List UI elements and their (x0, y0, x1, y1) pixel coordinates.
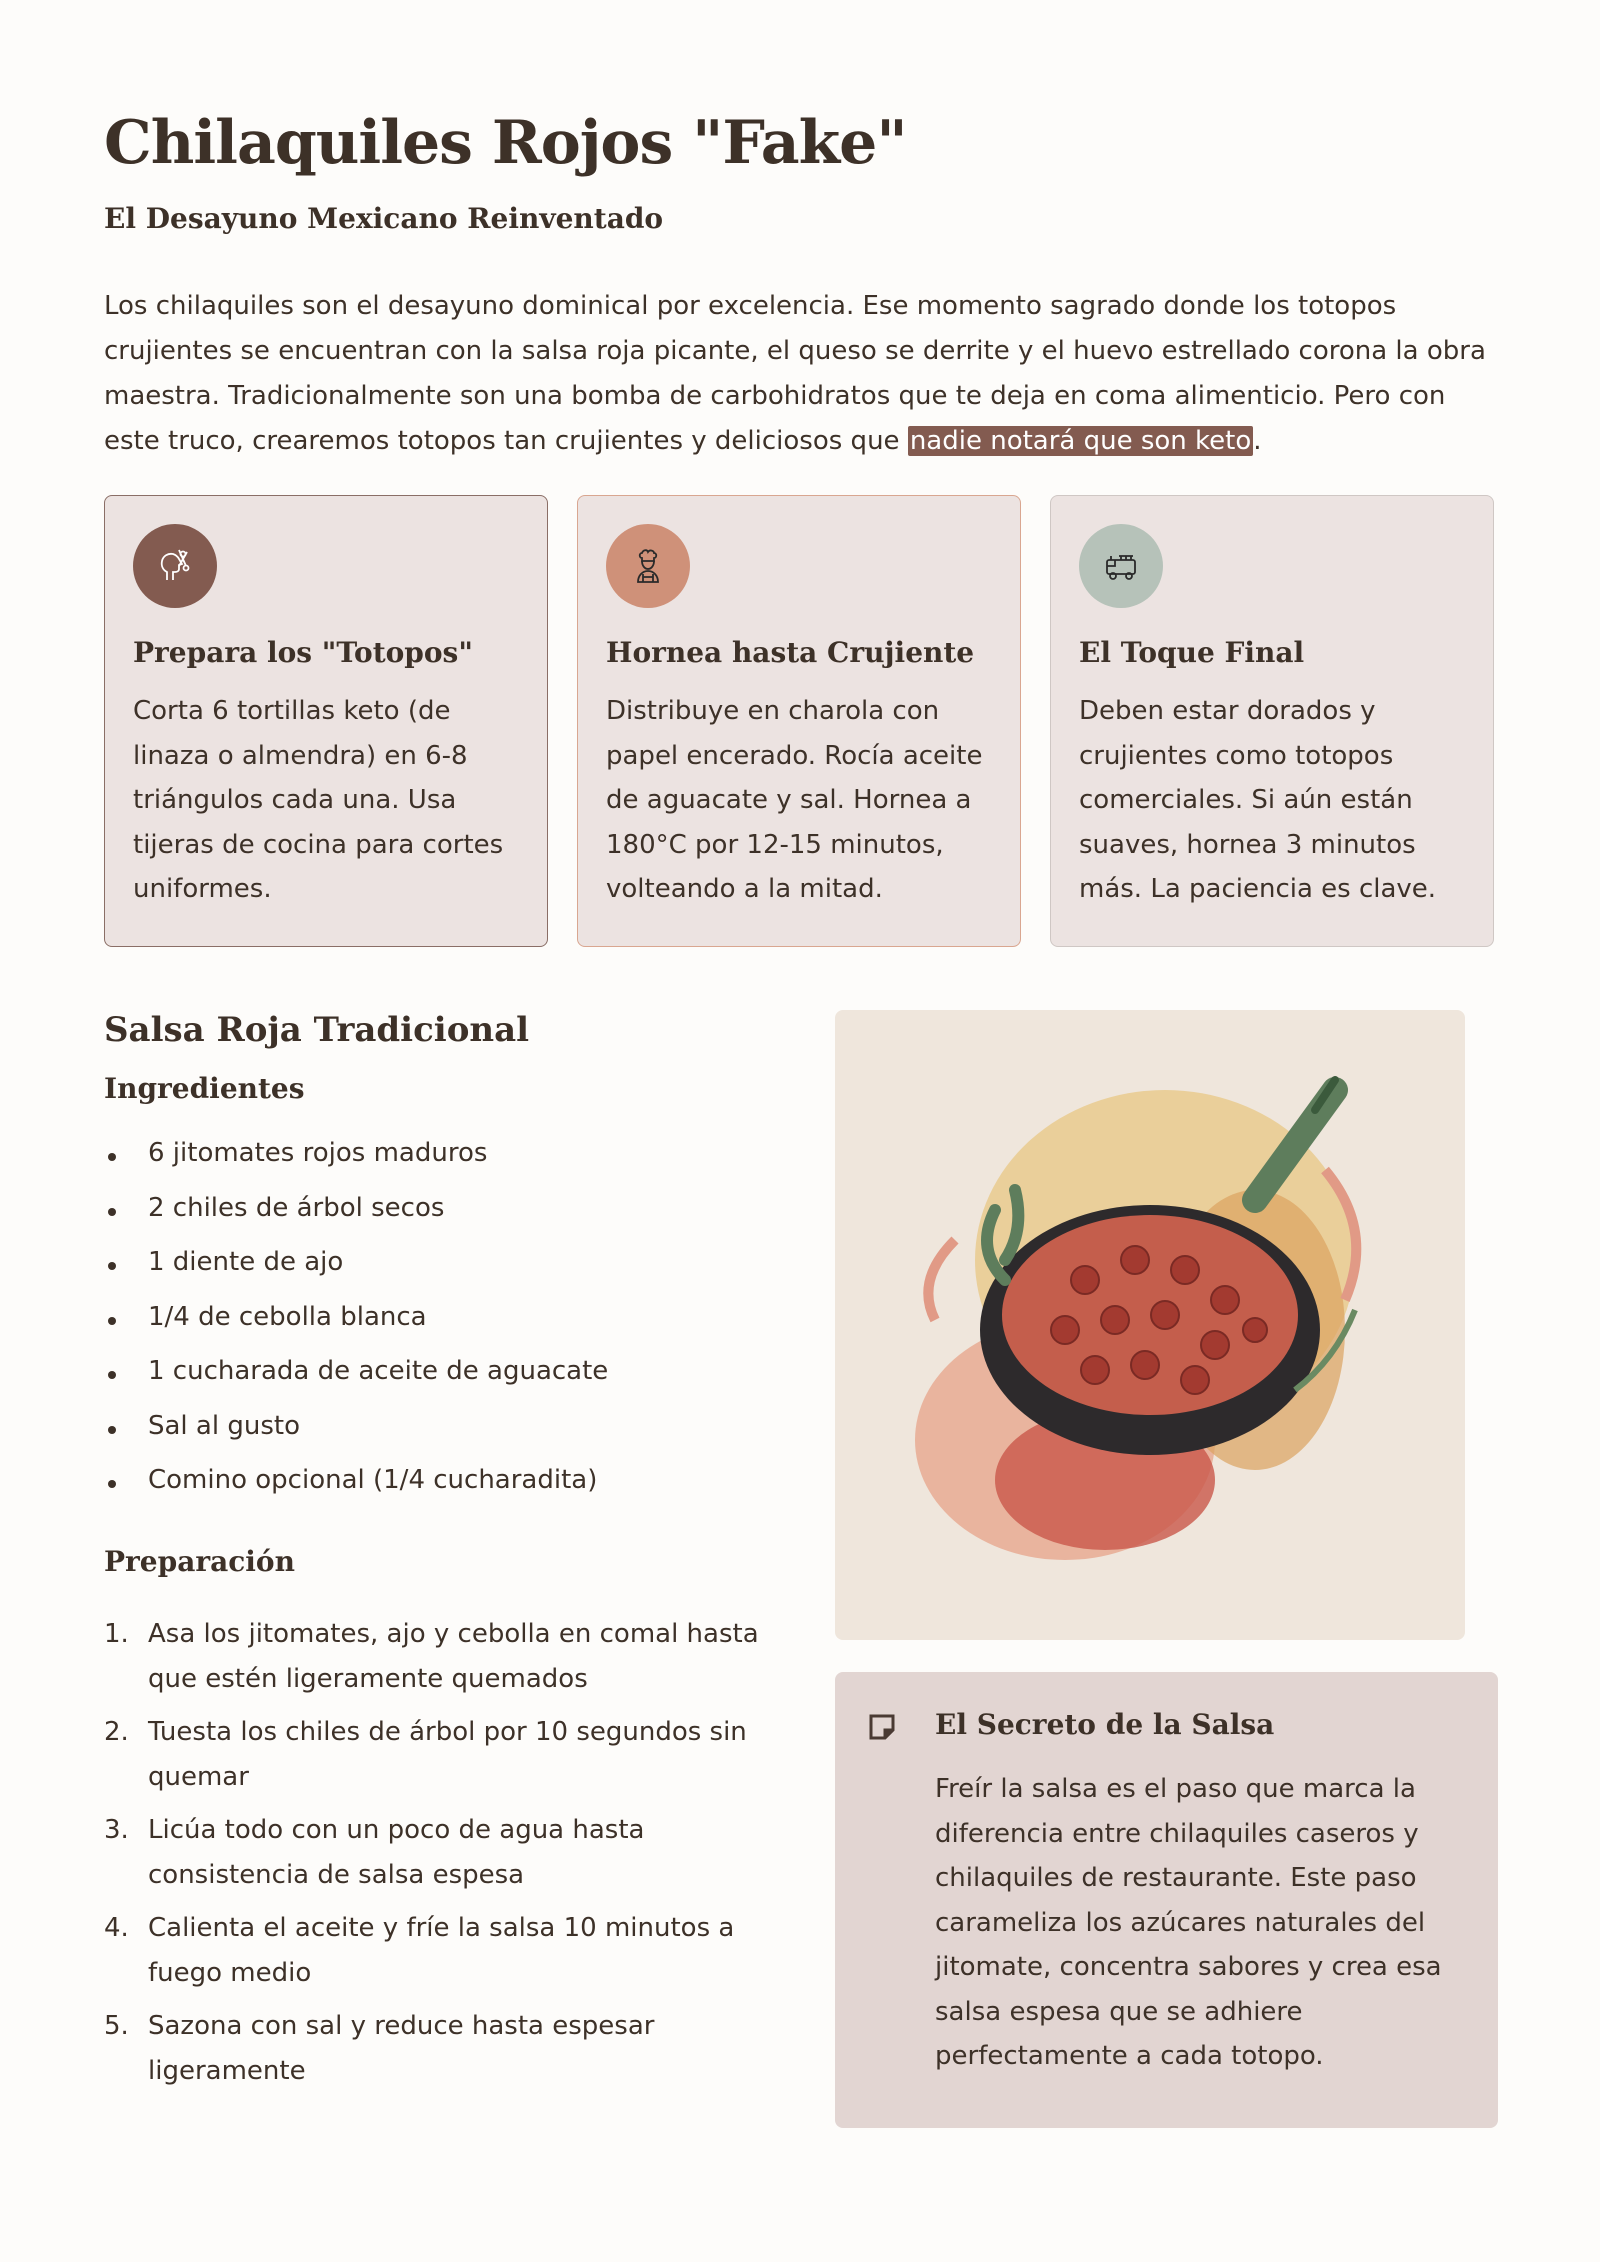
steps-list (104, 1612, 764, 2102)
card-text: Deben estar dorados y crujientes como totopos comerciales. Si aún están suaves, hornea 3 minutos más. La paciencia es clave. (1079, 696, 1437, 904)
tip-title: El Secreto de la Salsa (935, 1708, 1275, 1741)
step-card-final (1050, 495, 1494, 947)
list-item: 1. Asa los jitomates, ajo y cebolla en comal hasta que estén ligeramente quemados (104, 1619, 759, 1694)
page-subtitle: El Desayuno Mexicano Reinventado (104, 202, 664, 235)
intro-text: Los chilaquiles son el desayuno dominical por excelencia. Ese momento sagrado donde los totopos crujientes se encuentran con la salsa roja picante, el queso se derrite y el huevo estrellado corona la obra maestra. Tradicionalmente son una bomba de carbohidratos que te deja en coma alimenticio. Pero con este truco, crearemos totopos tan crujientes y deliciosos que (104, 291, 1486, 456)
card-title: El Toque Final (1079, 636, 1305, 669)
card-text: Corta 6 tortillas keto (de linaza o almendra) en 6-8 triángulos cada una. Usa tijeras de cocina para cortes uniformes. (133, 696, 504, 904)
page-title: Chilaquiles Rojos "Fake" (104, 108, 907, 178)
ingredients-title: Ingredientes (104, 1072, 305, 1105)
note-icon (867, 1712, 897, 1747)
tip-box (835, 1672, 1498, 2128)
card-text: Distribuye en charola con papel encerado. Rocía aceite de aguacate y sal. Hornea a 180°C por 12-15 minutos, volteando a la mitad. (606, 696, 983, 904)
truck-icon (1079, 524, 1163, 608)
intro-paragraph (104, 284, 1504, 464)
section-title-salsa: Salsa Roja Tradicional (104, 1010, 530, 1050)
list-item: 4. Calienta el aceite y fríe la salsa 10 minutos a fuego medio (104, 1913, 735, 1988)
card-title: Hornea hasta Crujiente (606, 636, 975, 669)
step-card-prepare (104, 495, 548, 947)
chef-icon (606, 524, 690, 608)
list-item: 5. Sazona con sal y reduce hasta espesar ligeramente (104, 2011, 655, 2086)
list-item: Sal al gusto (104, 1411, 608, 1466)
list-item: 2. Tuesta los chiles de árbol por 10 segundos sin quemar (104, 1717, 747, 1792)
card-title: Prepara los "Totopos" (133, 636, 473, 669)
list-item: 1/4 de cebolla blanca (104, 1302, 608, 1357)
intro-end: . (1253, 426, 1262, 456)
list-item: 3. Licúa todo con un poco de agua hasta consistencia de salsa espesa (104, 1815, 645, 1890)
preparation-title: Preparación (104, 1545, 295, 1578)
intro-highlight: nadie notará que son keto (909, 426, 1252, 456)
ingredients-list (104, 1138, 608, 1520)
scissors-head-icon (133, 524, 217, 608)
salsa-pan-illustration (835, 1010, 1465, 1640)
step-card-bake (577, 495, 1021, 947)
tip-text: Freír la salsa es el paso que marca la diferencia entre chilaquiles caseros y chilaquiles de restaurante. Este paso carameliza los azúcares naturales del jitomate, concentra sabores y crea esa salsa espesa que se adhiere perfectamente a cada totopo. (935, 1774, 1442, 2071)
list-item: 1 diente de ajo (104, 1247, 608, 1302)
list-item: 2 chiles de árbol secos (104, 1193, 608, 1248)
list-item: 1 cucharada de aceite de aguacate (104, 1356, 608, 1411)
list-item: Comino opcional (1/4 cucharadita) (104, 1465, 608, 1520)
list-item: 6 jitomates rojos maduros (104, 1138, 608, 1193)
